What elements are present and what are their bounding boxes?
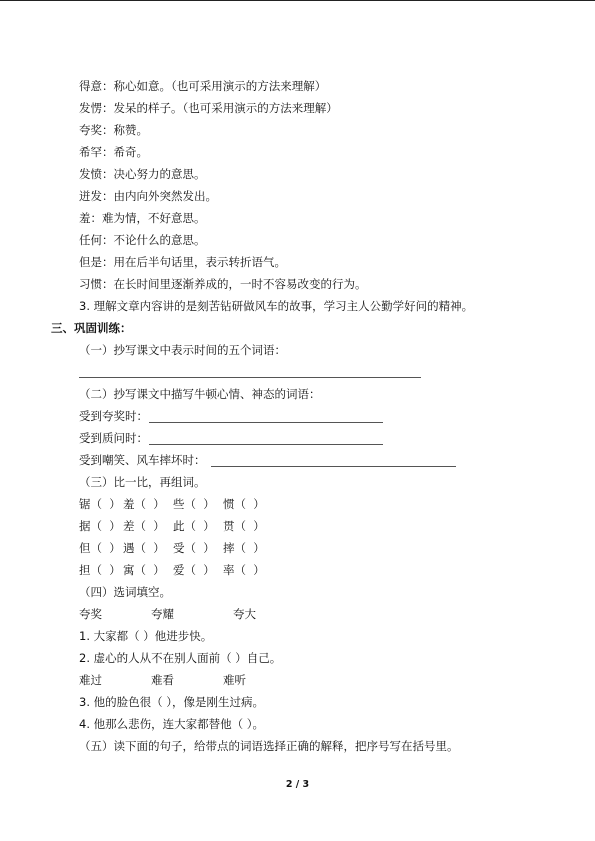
- exercise-2-title: （二）抄写课文中描写牛顿心情、神态的词语：: [79, 387, 321, 401]
- definition-item: 迸发：由内向外突然发出。: [79, 189, 217, 203]
- answer-line[interactable]: [79, 377, 421, 378]
- definition-item: 希罕：希奇。: [79, 145, 148, 159]
- word-choice: 夸耀: [151, 607, 174, 621]
- word-choice: 难听: [223, 673, 246, 687]
- definition-item: 得意：称心如意。（也可采用演示的方法来理解）: [79, 79, 327, 93]
- grid-cell: 担（ ）: [79, 563, 121, 577]
- word-choice: 夸大: [233, 607, 256, 621]
- question-2: 2. 虚心的人从不在别人面前（ ）自己。: [79, 651, 282, 665]
- section-3-title: 三、巩固训练：: [51, 321, 132, 335]
- grid-cell: 遇（ ）: [123, 541, 165, 555]
- item-3-text: 3. 理解文章内容讲的是刻苦钻研做风车的故事，学习主人公勤学好问的精神。: [79, 299, 474, 313]
- grid-cell: 率（ ）: [223, 563, 265, 577]
- grid-cell: 此（ ）: [173, 519, 215, 533]
- grid-cell: 寓（ ）: [123, 563, 165, 577]
- grid-cell: 差（ ）: [123, 519, 165, 533]
- page-number: 2 / 3: [285, 779, 310, 790]
- word-choice: 难看: [151, 673, 174, 687]
- grid-cell: 但（ ）: [79, 541, 121, 555]
- grid-cell: 据（ ）: [79, 519, 121, 533]
- definition-item: 任何：不论什么的意思。: [79, 233, 206, 247]
- exercise-1-title: （一）抄写课文中表示时间的五个词语：: [79, 343, 286, 357]
- praised-label: 受到夸奖时：: [79, 409, 148, 423]
- definition-item: 夸奖：称赞。: [79, 123, 148, 137]
- question-4: 4. 他那么悲伤，连大家都替他（ ）。: [79, 717, 265, 731]
- grid-cell: 受（ ）: [173, 541, 215, 555]
- grid-cell: 羞（ ）: [123, 497, 165, 511]
- grid-cell: 贯（ ）: [223, 519, 265, 533]
- definition-item: 羞：难为情，不好意思。: [79, 211, 206, 225]
- question-1: 1. 大家都（ ）他进步快。: [79, 629, 213, 643]
- grid-cell: 些（ ）: [173, 497, 215, 511]
- answer-line[interactable]: [149, 422, 383, 423]
- definition-item: 发愤：决心努力的意思。: [79, 167, 206, 181]
- exercise-3-title: （三）比一比，再组词。: [79, 475, 206, 489]
- word-choice: 难过: [79, 673, 102, 687]
- grid-cell: 锯（ ）: [79, 497, 121, 511]
- definition-item: 发愣：发呆的样子。（也可采用演示的方法来理解）: [79, 101, 338, 115]
- definition-item: 习惯：在长时间里逐渐养成的，一时不容易改变的行为。: [79, 277, 367, 291]
- answer-line[interactable]: [211, 466, 456, 467]
- exercise-5-title: （五）读下面的句子，给带点的词语选择正确的解释，把序号写在括号里。: [79, 739, 459, 753]
- grid-cell: 惯（ ）: [223, 497, 265, 511]
- questioned-label: 受到质问时：: [79, 431, 148, 445]
- compare-grid: [79, 497, 319, 587]
- word-choice: 夸奖: [79, 607, 102, 621]
- answer-line[interactable]: [149, 444, 383, 445]
- grid-cell: 摔（ ）: [223, 541, 265, 555]
- mocked-label: 受到嘲笑、风车摔坏时：: [79, 453, 206, 467]
- grid-cell: 爱（ ）: [173, 563, 215, 577]
- page-top-rule: [0, 0, 595, 1]
- definition-item: 但是：用在后半句话里，表示转折语气。: [79, 255, 286, 269]
- question-3: 3. 他的脸色很（ ），像是刚生过病。: [79, 695, 265, 709]
- exercise-4-title: （四）选词填空。: [79, 585, 171, 599]
